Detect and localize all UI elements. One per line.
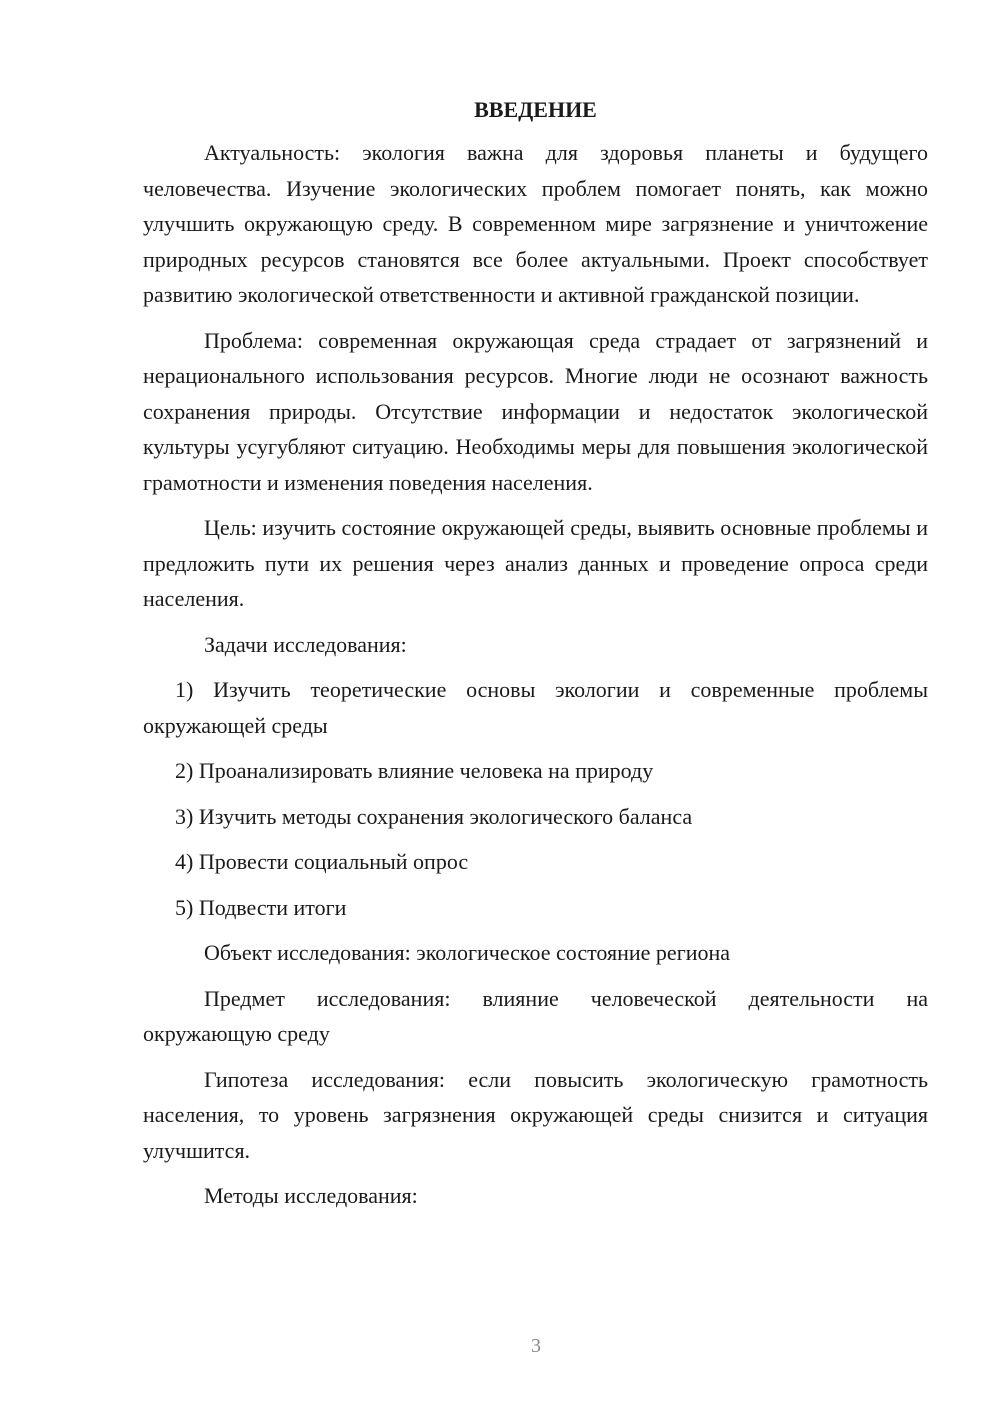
- document-body: [143, 94, 928, 1224]
- subject-paragraph: Предмет исследования: влияние человеческой деятельности на окружающую среду: [143, 985, 928, 1046]
- task-item-4: 4) Провести социальный опрос: [175, 849, 469, 874]
- task-item-2: 2) Проанализировать влияние человека на природу: [175, 758, 654, 783]
- problem-paragraph: Проблема: современная окружающая среда страдает от загрязнений и нерационального использования ресурсов. Многие люди не осознают важность сохранения природы. Отсутствие информации и недостаток экологической культуры усугубляют ситуацию. Необходимы меры для повышения экологической грамотности и изменения поведения населения.: [143, 327, 928, 495]
- task-item-3: 3) Изучить методы сохранения экологического баланса: [175, 803, 693, 829]
- relevance-paragraph: Актуальность: экология важна для здоровья планеты и будущего человечества. Изучение экологических проблем помогает понять, как можно улучшить окружающую среду. В современном мире загрязнение и уничтожение природных ресурсов становятся все более актуальными. Проект способствует развитию экологической ответственности и активной гражданской позиции.: [143, 140, 928, 307]
- hypothesis-paragraph: Гипотеза исследования: если повысить экологическую грамотность населения, то уровень загрязнения окружающей среды снизится и ситуация улучшится.: [143, 1066, 928, 1163]
- object-paragraph: Объект исследования: экологическое состояние региона: [204, 940, 731, 965]
- goal-paragraph: Цель: изучить состояние окружающей среды, выявить основные проблемы и предложить пути их решения через анализ данных и проведение опроса среди населения.: [143, 515, 928, 611]
- task-item-5: 5) Подвести итоги: [175, 894, 347, 920]
- task-item-1: 1) Изучить теоретические основы экологии и современные проблемы окружающей среды: [143, 677, 928, 738]
- page-number: 3: [531, 1335, 541, 1357]
- page-title: ВВЕДЕНИЕ: [474, 97, 597, 122]
- tasks-heading: Задачи исследования:: [204, 631, 407, 657]
- methods-heading: Методы исследования:: [204, 1183, 418, 1208]
